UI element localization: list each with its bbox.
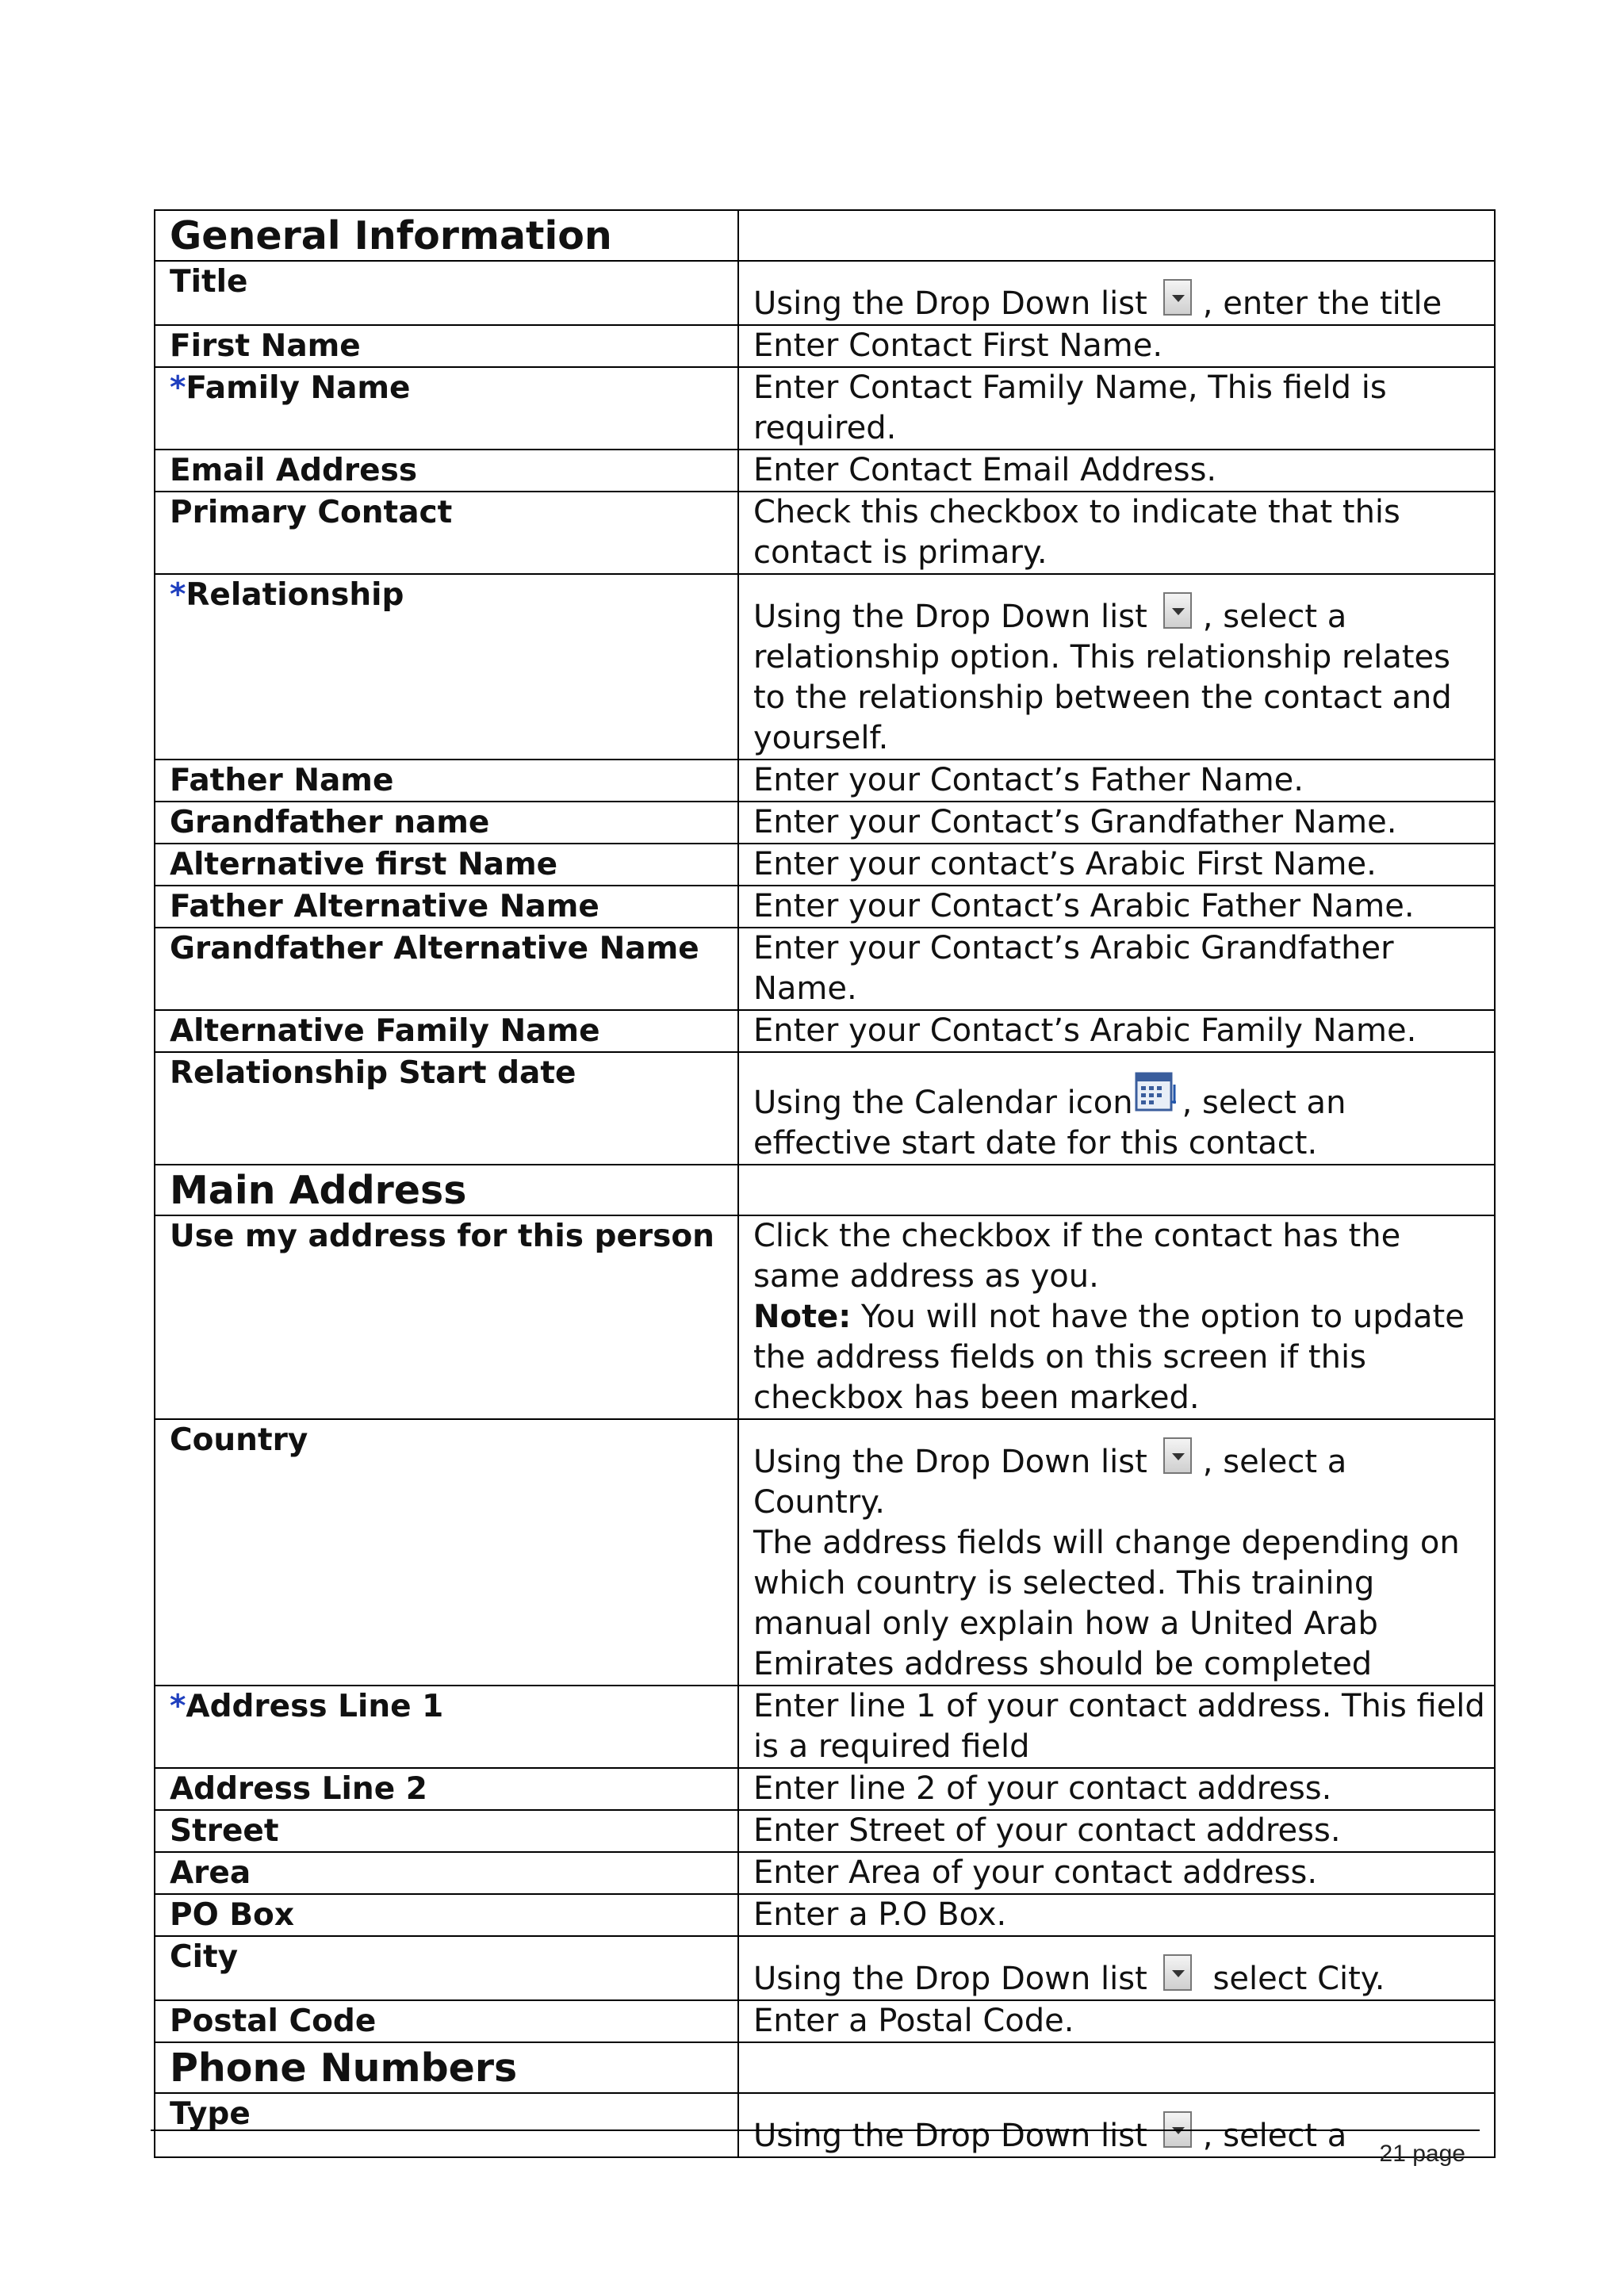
field-label-address-line-2: Address Line 2 — [155, 1768, 738, 1810]
section-row-general — [155, 210, 1495, 261]
table-row — [155, 760, 1495, 802]
section-title-main-address: Main Address — [155, 1165, 738, 1215]
page-number: 21 page — [1379, 2141, 1465, 2167]
table-row — [155, 844, 1495, 886]
table-row — [155, 1052, 1495, 1165]
field-desc-postal-code: Enter a Postal Code. — [738, 2000, 1495, 2042]
field-label-primary-contact: Primary Contact — [155, 492, 738, 574]
calendar-icon — [1135, 1070, 1181, 1116]
field-label-family-name — [155, 367, 738, 450]
table-row — [155, 1419, 1495, 1686]
table-row — [155, 1768, 1495, 1810]
table-row — [155, 886, 1495, 928]
field-desc-address-line-1: Enter line 1 of your contact address. This field is a required field — [738, 1686, 1495, 1768]
field-label-title: Title — [155, 261, 738, 325]
field-desc-email: Enter Contact Email Address. — [738, 450, 1495, 492]
desc-text: , select a relationship option. This relationship relates to the relationship between the contact and yourself. — [753, 599, 1452, 756]
table-row — [155, 574, 1495, 760]
dropdown-icon — [1163, 592, 1192, 629]
section-empty-cell — [738, 2042, 1495, 2093]
table-row — [155, 1215, 1495, 1419]
field-label-postal-code: Postal Code — [155, 2000, 738, 2042]
field-desc-father-alt-name: Enter your Contact’s Arabic Father Name. — [738, 886, 1495, 928]
field-desc-grandfather-alt-name: Enter your Contact’s Arabic Grandfather Name. — [738, 928, 1495, 1010]
table-row — [155, 2093, 1495, 2157]
desc-text: , select an effective start date for this contact. — [753, 1085, 1346, 1161]
field-desc-family-name: Enter Contact Family Name, This field is required. — [738, 367, 1495, 450]
field-desc-po-box: Enter a P.O Box. — [738, 1894, 1495, 1936]
field-desc-alt-family-name: Enter your Contact’s Arabic Family Name. — [738, 1010, 1495, 1052]
note-text — [753, 1297, 1486, 1418]
table-row — [155, 450, 1495, 492]
table-row — [155, 1852, 1495, 1894]
note-label: Note: — [753, 1299, 852, 1335]
field-label-alt-family-name: Alternative Family Name — [155, 1010, 738, 1052]
table-row — [155, 1686, 1495, 1768]
field-label-address-line-1 — [155, 1686, 738, 1768]
table-row — [155, 1010, 1495, 1052]
section-empty-cell — [738, 210, 1495, 261]
field-desc-alt-first-name: Enter your contact’s Arabic First Name. — [738, 844, 1495, 886]
field-desc-relationship — [738, 574, 1495, 760]
field-label-country: Country — [155, 1419, 738, 1686]
required-marker: * — [170, 1689, 186, 1724]
desc-text: , select a Country. — [753, 1444, 1347, 1521]
required-marker: * — [170, 370, 186, 406]
field-desc-primary-contact: Check this checkbox to indicate that this contact is primary. — [738, 492, 1495, 574]
desc-text: Using the Drop Down list — [753, 285, 1147, 322]
field-desc-address-line-2: Enter line 2 of your contact address. — [738, 1768, 1495, 1810]
desc-text: Click the checkbox if the contact has the same address as you. — [753, 1218, 1401, 1295]
label-text: Address Line 1 — [186, 1689, 444, 1724]
field-desc-use-my-address — [738, 1215, 1495, 1419]
field-label-grandfather-alt-name: Grandfather Alternative Name — [155, 928, 738, 1010]
table-row — [155, 1894, 1495, 1936]
section-empty-cell — [738, 1165, 1495, 1215]
field-label-street: Street — [155, 1810, 738, 1852]
field-label-rel-start-date: Relationship Start date — [155, 1052, 738, 1165]
section-row-phone-numbers — [155, 2042, 1495, 2093]
field-desc-first-name: Enter Contact First Name. — [738, 325, 1495, 367]
field-label-po-box: PO Box — [155, 1894, 738, 1936]
dropdown-icon — [1163, 1437, 1192, 1474]
field-desc-father-name: Enter your Contact’s Father Name. — [738, 760, 1495, 802]
table-row — [155, 325, 1495, 367]
field-desc-country — [738, 1419, 1495, 1686]
field-desc-rel-start-date — [738, 1052, 1495, 1165]
label-text: Family Name — [186, 370, 411, 406]
desc-text: Using the Drop Down list — [753, 1961, 1147, 1997]
desc-text: , select a — [1202, 2118, 1347, 2154]
desc-text: Using the Drop Down list — [753, 1444, 1147, 1480]
footer-divider — [151, 2130, 1480, 2131]
field-label-father-alt-name: Father Alternative Name — [155, 886, 738, 928]
field-label-use-my-address: Use my address for this person — [155, 1215, 738, 1419]
field-desc-city — [738, 1936, 1495, 2000]
field-label-grandfather-name: Grandfather name — [155, 802, 738, 844]
field-desc-grandfather-name: Enter your Contact’s Grandfather Name. — [738, 802, 1495, 844]
desc-text: Using the Drop Down list — [753, 2118, 1147, 2154]
section-title-phone-numbers: Phone Numbers — [155, 2042, 738, 2093]
dropdown-icon — [1163, 279, 1192, 316]
field-label-type: Type — [155, 2093, 738, 2157]
field-label-relationship — [155, 574, 738, 760]
table-row — [155, 928, 1495, 1010]
table-row — [155, 261, 1495, 325]
section-row-main-address — [155, 1165, 1495, 1215]
field-label-email: Email Address — [155, 450, 738, 492]
desc-text: Using the Drop Down list — [753, 599, 1147, 635]
desc-text: select City. — [1202, 1961, 1385, 1997]
table-row — [155, 1936, 1495, 2000]
table-row — [155, 1810, 1495, 1852]
desc-text: , enter the title — [1202, 285, 1442, 322]
table-row — [155, 492, 1495, 574]
desc-text: The address fields will change depending on which country is selected. This training manual only explain how a United Arab Emirates address should be completed — [753, 1525, 1460, 1682]
table-row — [155, 802, 1495, 844]
label-text: Relationship — [186, 577, 404, 613]
field-label-first-name: First Name — [155, 325, 738, 367]
field-desc-street: Enter Street of your contact address. — [738, 1810, 1495, 1852]
instructions-table — [154, 209, 1496, 2158]
field-label-city: City — [155, 1936, 738, 2000]
field-label-area: Area — [155, 1852, 738, 1894]
required-marker: * — [170, 577, 186, 613]
desc-text: Using the Calendar icon — [753, 1085, 1133, 1121]
field-label-alt-first-name: Alternative first Name — [155, 844, 738, 886]
section-title-general: General Information — [155, 210, 738, 261]
field-label-father-name: Father Name — [155, 760, 738, 802]
table-row — [155, 2000, 1495, 2042]
field-desc-area: Enter Area of your contact address. — [738, 1852, 1495, 1894]
note-body: You will not have the option to update the address fields on this screen if this checkbox has been marked. — [753, 1299, 1465, 1416]
table-row — [155, 367, 1495, 450]
dropdown-icon — [1163, 1954, 1192, 1991]
field-desc-title — [738, 261, 1495, 325]
